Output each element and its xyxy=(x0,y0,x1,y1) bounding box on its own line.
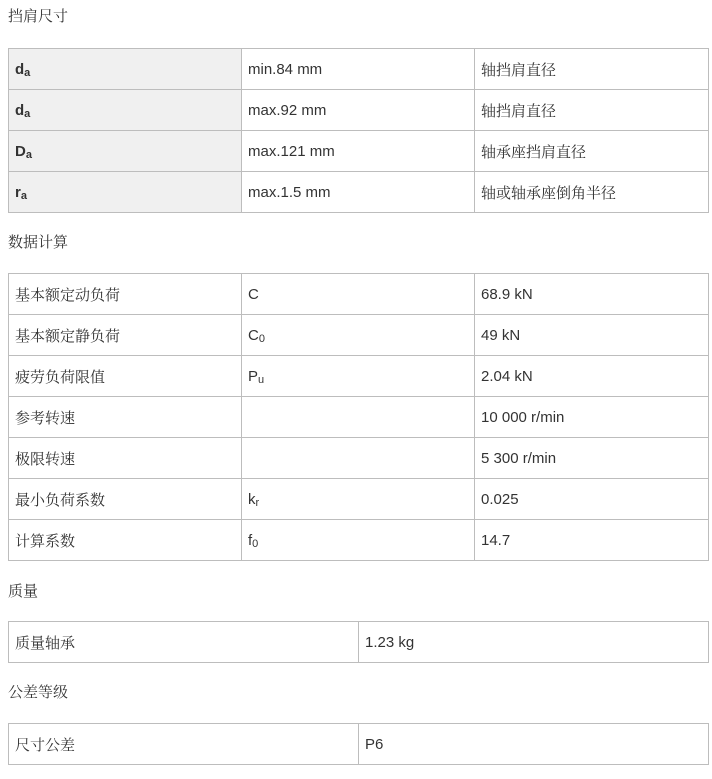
table-row xyxy=(9,622,709,663)
symbol-subscript: r xyxy=(255,496,260,509)
table-row xyxy=(9,520,709,561)
name-cell: 质量轴承 xyxy=(9,622,359,663)
symbol-subscript: a xyxy=(20,189,27,202)
value-cell: 49 kN xyxy=(475,315,709,356)
symbol-cell xyxy=(242,356,475,397)
table-row xyxy=(9,131,709,172)
value-cell: 1.23 kg xyxy=(359,622,709,663)
symbol-cell xyxy=(9,131,242,172)
symbol: D xyxy=(15,142,26,160)
value-cell: 68.9 kN xyxy=(475,274,709,315)
name-cell: 计算系数 xyxy=(9,520,242,561)
table-row xyxy=(9,90,709,131)
symbol: r xyxy=(15,183,21,201)
value-cell: 0.025 xyxy=(475,479,709,520)
value-cell: 5 300 r/min xyxy=(475,438,709,479)
symbol-cell xyxy=(242,397,475,438)
symbol: C xyxy=(248,326,259,344)
symbol: P xyxy=(248,367,259,385)
name-cell: 疲劳负荷限值 xyxy=(9,356,242,397)
section-title-mass: 质量 xyxy=(8,583,39,600)
name-cell: 基本额定动负荷 xyxy=(9,274,242,315)
table-row xyxy=(9,438,709,479)
description-cell: 轴挡肩直径 xyxy=(475,90,709,131)
symbol-subscript: a xyxy=(25,148,32,161)
name-cell: 参考转速 xyxy=(9,397,242,438)
value-cell: 14.7 xyxy=(475,520,709,561)
symbol-subscript: a xyxy=(24,66,31,79)
symbol-subscript: 0 xyxy=(258,332,265,345)
symbol-subscript: a xyxy=(24,107,31,120)
name-cell: 基本额定静负荷 xyxy=(9,315,242,356)
calculation-table xyxy=(8,273,709,561)
table-row xyxy=(9,49,709,90)
value-cell: min.84 mm xyxy=(242,49,475,90)
symbol: C xyxy=(248,285,259,303)
name-cell: 最小负荷系数 xyxy=(9,479,242,520)
table-row xyxy=(9,479,709,520)
symbol-subscript: 0 xyxy=(252,537,259,550)
symbol: d xyxy=(15,60,25,78)
symbol-subscript: u xyxy=(258,373,265,386)
symbol-cell xyxy=(242,274,475,315)
table-row xyxy=(9,397,709,438)
symbol-cell xyxy=(9,49,242,90)
symbol-cell xyxy=(9,172,242,213)
table-row xyxy=(9,274,709,315)
description-cell: 轴承座挡肩直径 xyxy=(475,131,709,172)
symbol-cell xyxy=(242,520,475,561)
symbol-cell xyxy=(9,90,242,131)
symbol-cell xyxy=(242,479,475,520)
value-cell: P6 xyxy=(359,724,709,765)
symbol-cell xyxy=(242,438,475,479)
value-cell: 2.04 kN xyxy=(475,356,709,397)
value-cell: max.1.5 mm xyxy=(242,172,475,213)
section-title-calculation: 数据计算 xyxy=(8,234,69,251)
description-cell: 轴挡肩直径 xyxy=(475,49,709,90)
value-cell: max.92 mm xyxy=(242,90,475,131)
value-cell: 10 000 r/min xyxy=(475,397,709,438)
tolerance-table xyxy=(8,723,709,765)
table-row xyxy=(9,172,709,213)
symbol: d xyxy=(15,101,25,119)
symbol: k xyxy=(248,490,256,508)
table-row xyxy=(9,724,709,765)
table-row xyxy=(9,315,709,356)
description-cell: 轴或轴承座倒角半径 xyxy=(475,172,709,213)
mass-table xyxy=(8,621,709,663)
symbol-cell xyxy=(242,315,475,356)
shoulder-table xyxy=(8,48,709,213)
table-row xyxy=(9,356,709,397)
value-cell: max.121 mm xyxy=(242,131,475,172)
name-cell: 极限转速 xyxy=(9,438,242,479)
section-title-tolerance: 公差等级 xyxy=(8,684,69,701)
name-cell: 尺寸公差 xyxy=(9,724,359,765)
symbol: f xyxy=(248,531,253,549)
section-title-shoulder: 挡肩尺寸 xyxy=(8,8,69,25)
